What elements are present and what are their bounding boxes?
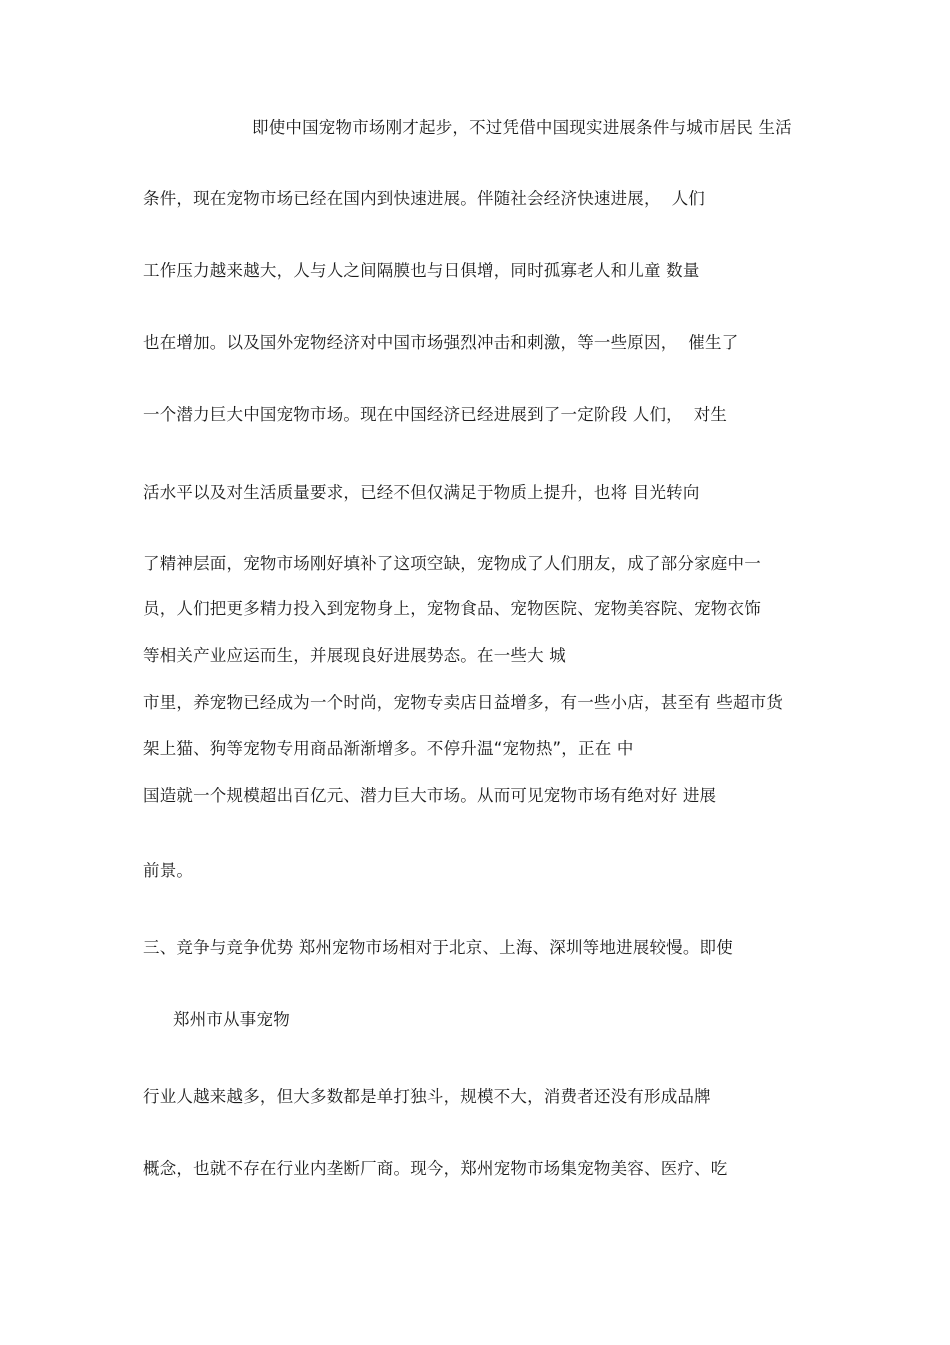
paragraph-line-6: 活水平以及对生活质量要求，已经不但仅满足于物质上提升，也将 目光转向 [143, 483, 700, 502]
paragraph-line-17: 概念，也就不存在行业内垄断厂商。现今，郑州宠物市场集宠物美容、医疗、吃 [143, 1159, 728, 1178]
paragraph-line-4: 也在增加。以及国外宠物经济对中国市场强烈冲击和刺激，等一些原因， 催生了 [143, 333, 739, 352]
paragraph-line-11: 架上猫、狗等宠物专用商品渐渐增多。不停升温“宠物热”，正在 中 [143, 739, 634, 758]
paragraph-line-15: 郑州市从事宠物 [173, 1010, 290, 1029]
paragraph-line-7: 了精神层面，宠物市场刚好填补了这项空缺，宠物成了人们朋友，成了部分家庭中一 [143, 554, 761, 573]
paragraph-line-1: 即使中国宠物市场刚才起步，不过凭借中国现实进展条件与城市居民 生活 [252, 118, 792, 137]
paragraph-line-2: 条件，现在宠物市场已经在国内到快速进展。伴随社会经济快速进展， 人们 [143, 189, 705, 208]
paragraph-line-5: 一个潜力巨大中国宠物市场。现在中国经济已经进展到了一定阶段 人们， 对生 [143, 405, 728, 424]
paragraph-line-3: 工作压力越来越大，人与人之间隔膜也与日俱增，同时孤寡老人和儿童 数量 [143, 261, 700, 280]
paragraph-line-8: 员，人们把更多精力投入到宠物身上，宠物食品、宠物医院、宠物美容院、宠物衣饰 [143, 599, 761, 618]
paragraph-line-13: 前景。 [143, 861, 194, 880]
paragraph-line-16: 行业人越来越多，但大多数都是单打独斗，规模不大，消费者还没有形成品牌 [143, 1087, 711, 1106]
paragraph-line-10: 市里，养宠物已经成为一个时尚，宠物专卖店日益增多，有一些小店，甚至有 些超市货 [143, 693, 784, 712]
paragraph-line-9: 等相关产业应运而生，并展现良好进展势态。在一些大 城 [143, 646, 566, 665]
paragraph-line-12: 国造就一个规模超出百亿元、潜力巨大市场。从而可见宠物市场有绝对好 进展 [143, 786, 717, 805]
section-heading-line: 三、竞争与竞争优势 郑州宠物市场相对于北京、上海、深圳等地进展较慢。即使 [143, 938, 733, 957]
